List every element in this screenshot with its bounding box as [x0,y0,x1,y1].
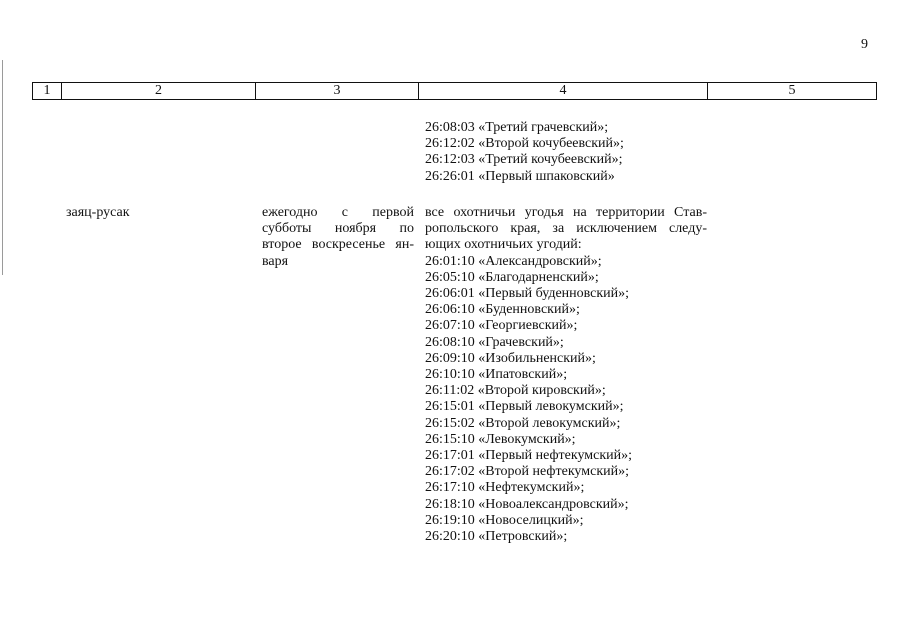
list-item: 26:06:01 «Первый буденновский»; [425,286,630,302]
area-intro [425,205,707,254]
species-name: заяц-русак [66,205,130,220]
continued-hunting-grounds-list [425,120,624,185]
page-number: 9 [861,37,868,52]
list-item: 26:15:10 «Левокумский»; [425,431,576,447]
scan-border-line [2,60,3,275]
list-item: 26:11:02 «Второй кировский»; [425,383,606,399]
exceptions-list [425,254,707,546]
period-line: ежегодно с первой [262,205,414,220]
hunting-area [425,205,707,545]
area-intro-line: ющих охотничьих угодий: [425,237,582,253]
list-item: 26:17:02 «Второй нефтекумский»; [425,464,629,480]
list-item: 26:26:01 «Первый шпаковский» [425,168,615,184]
list-item: 26:01:10 «Александровский»; [425,253,602,269]
area-intro-line: ропольского края, за исключением следу- [425,221,707,237]
column-header-3: 3 [256,83,419,100]
column-header-2: 2 [62,83,256,100]
list-item: 26:20:10 «Петровский»; [425,529,568,545]
list-item: 26:05:10 «Благодарненский»; [425,269,599,285]
period-line: варя [262,253,289,269]
column-header-table [32,82,877,100]
column-header-5: 5 [708,83,877,100]
period-line: субботы ноября по [262,221,414,237]
list-item: 26:07:10 «Георгиевский»; [425,318,578,334]
list-item: 26:18:10 «Новоалександровский»; [425,496,629,512]
column-header-1: 1 [33,83,62,100]
area-intro-line: все охотничьи угодья на территории Став- [425,205,707,220]
column-header-4: 4 [419,83,708,100]
list-item: 26:12:03 «Третий кочубеевский»; [425,152,623,168]
list-item: 26:15:01 «Первый левокумский»; [425,399,624,415]
list-item: 26:08:10 «Грачевский»; [425,334,564,350]
list-item: 26:17:10 «Нефтекумский»; [425,480,585,496]
list-item: 26:09:10 «Изобильненский»; [425,350,596,366]
list-item: 26:15:02 «Второй левокумский»; [425,415,621,431]
list-item: 26:19:10 «Новоселицкий»; [425,512,584,528]
list-item: 26:12:02 «Второй кочубеевский»; [425,136,624,152]
hunting-period [262,205,414,270]
list-item: 26:17:01 «Первый нефтекумский»; [425,448,633,464]
column-header-row [33,83,877,100]
list-item: 26:10:10 «Ипатовский»; [425,367,568,383]
list-item: 26:08:03 «Третий грачевский»; [425,120,609,135]
period-line: второе воскресенье ян- [262,237,414,253]
list-item: 26:06:10 «Буденновский»; [425,302,580,318]
